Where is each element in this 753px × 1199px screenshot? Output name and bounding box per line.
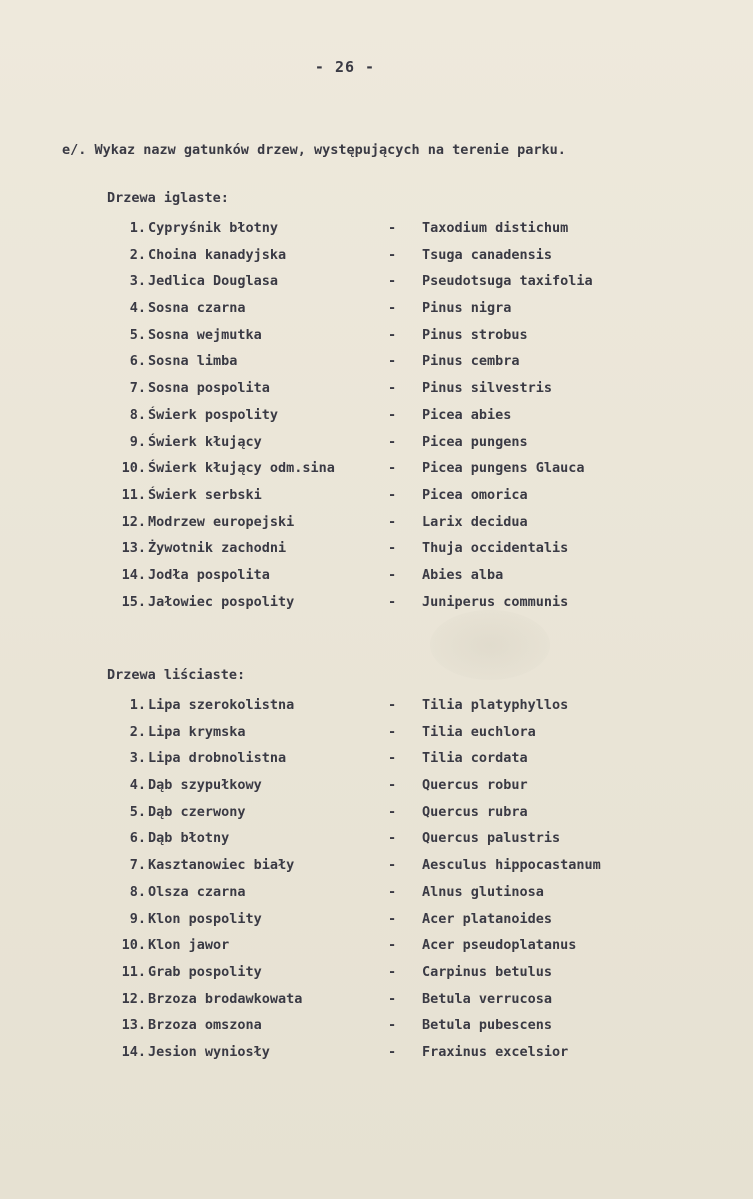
latin-name: Tilia euchlora [422,723,536,740]
polish-name: Sosna limba [148,353,238,370]
latin-name: Picea pungens [422,433,528,450]
item-number: 2. [129,723,146,740]
species-row [100,242,660,269]
separator-dash: - [388,803,397,820]
latin-name: Tilia platyphyllos [422,697,569,713]
species-row [100,535,660,562]
species-row [100,402,660,429]
species-row [100,429,660,456]
item-number: 12. [121,990,146,1007]
latin-name: Acer pseudoplatanus [422,937,577,954]
species-row [100,879,660,906]
polish-name: Modrzew europejski [148,513,295,530]
species-row [100,375,660,402]
polish-name: Dąb szypułkowy [148,777,262,794]
species-row [100,589,660,616]
species-row [100,959,660,986]
polish-name: Sosna czarna [148,300,246,317]
polish-name: Cypryśnik błotny [148,220,279,236]
coniferous-list [100,215,660,615]
separator-dash: - [388,460,397,477]
species-row [100,295,660,322]
species-row [100,562,660,589]
item-number: 1. [129,697,146,713]
species-row [100,745,660,772]
latin-name: Picea pungens Glauca [422,460,585,477]
item-number: 5. [129,803,146,820]
latin-name: Fraxinus excelsior [422,1043,569,1060]
separator-dash: - [388,273,397,290]
item-number: 11. [121,963,146,980]
latin-name: Pinus strobus [422,326,528,343]
polish-name: Lipa krymska [148,723,246,740]
polish-name: Świerk serbski [148,486,262,503]
item-number: 7. [129,857,146,874]
latin-name: Pinus silvestris [422,380,553,397]
item-number: 8. [129,406,146,423]
species-row [100,772,660,799]
polish-name: Dąb błotny [148,830,230,847]
latin-name: Pinus cembra [422,353,520,370]
species-row [100,509,660,536]
species-row [100,322,660,349]
latin-name: Thuja occidentalis [422,540,569,557]
latin-name: Pinus nigra [422,300,512,317]
separator-dash: - [388,910,397,927]
coniferous-title: Drzewa iglaste: [107,190,229,206]
latin-name: Picea abies [422,406,512,423]
item-number: 3. [129,750,146,767]
species-row [100,986,660,1013]
polish-name: Świerk kłujący odm.sina [148,460,335,477]
item-number: 6. [129,830,146,847]
latin-name: Tsuga canadensis [422,246,553,263]
species-row [100,455,660,482]
polish-name: Brzoza brodawkowata [148,990,303,1007]
species-row [100,348,660,375]
polish-name: Jedlica Douglasa [148,273,279,290]
separator-dash: - [388,697,397,713]
latin-name: Betula pubescens [422,1017,553,1034]
separator-dash: - [388,830,397,847]
polish-name: Lipa drobnolistna [148,750,287,767]
species-row [100,852,660,879]
separator-dash: - [388,883,397,900]
latin-name: Juniperus communis [422,593,569,610]
polish-name: Dąb czerwony [148,803,246,820]
separator-dash: - [388,1017,397,1034]
separator-dash: - [388,566,397,583]
polish-name: Sosna pospolita [148,380,270,397]
polish-name: Jesion wyniosły [148,1043,270,1060]
separator-dash: - [388,963,397,980]
separator-dash: - [388,246,397,263]
separator-dash: - [388,326,397,343]
polish-name: Świerk kłujący [148,433,262,450]
item-number: 9. [129,910,146,927]
species-row [100,719,660,746]
item-number: 13. [121,540,146,557]
polish-name: Olsza czarna [148,883,246,900]
latin-name: Picea omorica [422,486,528,503]
latin-name: Tilia cordata [422,750,528,767]
item-number: 1. [129,220,146,236]
item-number: 12. [121,513,146,530]
item-number: 14. [121,1043,146,1060]
separator-dash: - [388,990,397,1007]
page-number: - 26 - [314,58,376,76]
polish-name: Grab pospolity [148,963,262,980]
separator-dash: - [388,723,397,740]
latin-name: Quercus robur [422,777,528,794]
item-number: 5. [129,326,146,343]
separator-dash: - [388,433,397,450]
item-number: 13. [121,1017,146,1034]
latin-name: Pseudotsuga taxifolia [422,273,593,290]
latin-name: Quercus rubra [422,803,528,820]
deciduous-list [100,692,660,1066]
latin-name: Larix decidua [422,513,528,530]
item-number: 2. [129,246,146,263]
separator-dash: - [388,1043,397,1060]
separator-dash: - [388,406,397,423]
polish-name: Jałowiec pospolity [148,593,295,610]
species-row [100,1012,660,1039]
separator-dash: - [388,937,397,954]
item-number: 14. [121,566,146,583]
separator-dash: - [388,593,397,610]
species-row [100,215,660,242]
species-row [100,268,660,295]
item-number: 3. [129,273,146,290]
species-row [100,482,660,509]
item-number: 11. [121,486,146,503]
section-heading: e/. Wykaz nazw gatunków drzew, występujących na terenie parku. [62,142,566,158]
deciduous-title: Drzewa liściaste: [107,667,246,683]
separator-dash: - [388,777,397,794]
item-number: 15. [121,593,146,610]
item-number: 10. [121,937,146,954]
species-row [100,906,660,933]
latin-name: Acer platanoides [422,910,553,927]
item-number: 6. [129,353,146,370]
polish-name: Choina kanadyjska [148,246,287,263]
species-row [100,1039,660,1066]
separator-dash: - [388,486,397,503]
species-row [100,799,660,826]
latin-name: Aesculus hippocastanum [422,857,601,874]
polish-name: Żywotnik zachodni [148,540,287,557]
species-row [100,692,660,719]
item-number: 4. [129,300,146,317]
item-number: 8. [129,883,146,900]
polish-name: Brzoza omszona [148,1017,262,1034]
separator-dash: - [388,750,397,767]
separator-dash: - [388,857,397,874]
polish-name: Kasztanowiec biały [148,857,295,874]
polish-name: Klon jawor [148,937,230,954]
polish-name: Jodła pospolita [148,566,270,583]
paper-smudge [430,610,550,680]
polish-name: Świerk pospolity [148,406,279,423]
separator-dash: - [388,513,397,530]
polish-name: Sosna wejmutka [148,326,262,343]
separator-dash: - [388,540,397,557]
separator-dash: - [388,220,397,236]
latin-name: Taxodium distichum [422,220,569,236]
separator-dash: - [388,380,397,397]
latin-name: Quercus palustris [422,830,561,847]
latin-name: Carpinus betulus [422,963,553,980]
item-number: 10. [121,460,146,477]
item-number: 9. [129,433,146,450]
species-row [100,825,660,852]
species-row [100,932,660,959]
separator-dash: - [388,353,397,370]
latin-name: Betula verrucosa [422,990,553,1007]
separator-dash: - [388,300,397,317]
item-number: 7. [129,380,146,397]
polish-name: Lipa szerokolistna [148,697,295,713]
latin-name: Abies alba [422,566,504,583]
latin-name: Alnus glutinosa [422,883,544,900]
item-number: 4. [129,777,146,794]
polish-name: Klon pospolity [148,910,262,927]
